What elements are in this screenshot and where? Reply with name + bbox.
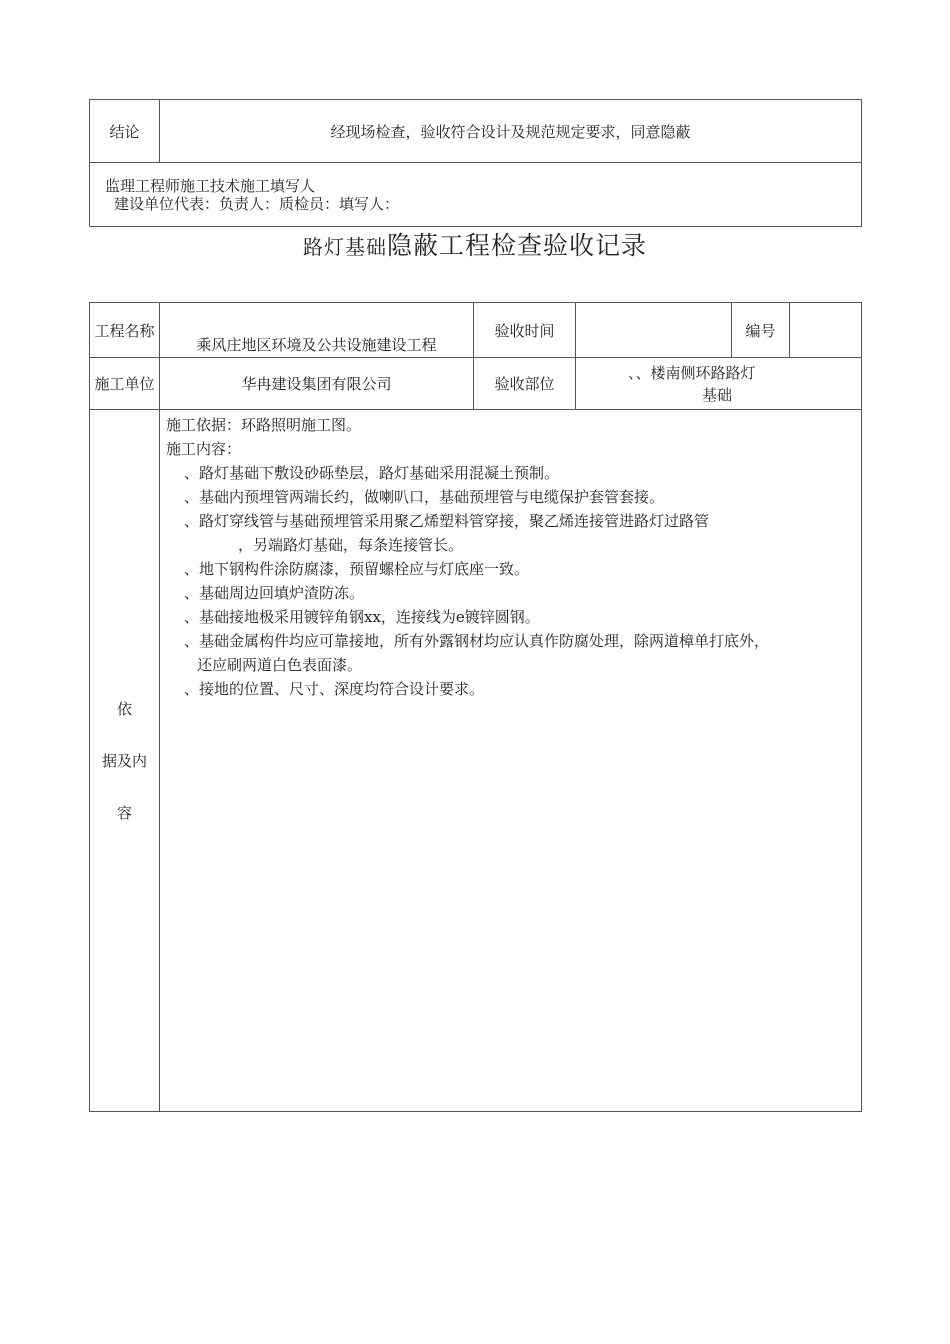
construction-basis: 施工依据：环路照明施工图。 [166, 416, 362, 434]
acceptance-part-label: 验收部位 [474, 358, 576, 410]
construction-content-heading: 施工内容： [166, 440, 242, 458]
signature-line-2: 建设单位代表：负责人：质检员：填写人： [114, 194, 400, 213]
contractor-value: 华冉建设集团有限公司 [160, 358, 474, 410]
page-title [0, 226, 950, 267]
acceptance-time-value [576, 303, 732, 358]
basis-and-content-label [90, 410, 160, 1112]
acceptance-part-value [576, 358, 862, 410]
conclusion-table [89, 99, 862, 227]
title-part-2: 隐蔽工程检查验收记录 [386, 231, 647, 260]
acceptance-part-line-1: 、、楼南侧环路路灯 [628, 363, 756, 382]
acceptance-time-label: 验收时间 [474, 303, 576, 358]
construction-content [160, 410, 862, 1112]
signature-line-1: 监理工程师施工技术施工填写人 [105, 176, 316, 195]
acceptance-part-line-2: 基础 [702, 385, 733, 404]
conclusion-label: 结论 [90, 100, 160, 163]
content-item: 、接地的位置、尺寸、深度均符合设计要求。 [184, 680, 485, 698]
content-item: 、路灯基础下敷设砂砾垫层，路灯基础采用混凝土预制。 [184, 464, 560, 482]
contractor-label: 施工单位 [90, 358, 160, 410]
signature-block [90, 163, 862, 227]
content-item-continuation: 还应刷两道白色表面漆。 [197, 656, 363, 674]
content-item: 、路灯穿线管与基础预埋管采用聚乙烯塑料管穿接，聚乙烯连接管进路灯过路管 [184, 512, 710, 530]
inspection-record-table [89, 302, 862, 1112]
content-item: 、基础接地极采用镀锌角钢xx，连接线为e镀锌圆钢。 [184, 608, 540, 626]
content-item: 、基础金属构件均应可靠接地，所有外露钢材均应认真作防腐处理，除两道樟单打底外， [184, 632, 770, 650]
number-value [790, 303, 862, 358]
conclusion-text: 经现场检查，验收符合设计及规范规定要求，同意隐蔽 [160, 100, 862, 163]
number-label: 编号 [732, 303, 790, 358]
content-item-continuation: ，另端路灯基础，每条连接管长。 [238, 536, 464, 554]
project-name-value: 乘风庄地区环境及公共设施建设工程 [160, 303, 474, 358]
side-label-line-3: 容 [116, 803, 132, 822]
title-part-1: 路灯基础 [302, 235, 387, 259]
project-name-label: 工程名称 [90, 303, 160, 358]
content-item: 、基础周边回填炉渣防冻。 [184, 584, 365, 602]
content-item: 、地下钢构件涂防腐漆，预留螺栓应与灯底座一致。 [184, 560, 530, 578]
side-label-line-1: 依 [116, 699, 132, 718]
content-item: 、基础内预埋管两端长约，做喇叭口，基础预埋管与电缆保护套管套接。 [184, 488, 665, 506]
side-label-line-2: 据及内 [101, 751, 147, 770]
